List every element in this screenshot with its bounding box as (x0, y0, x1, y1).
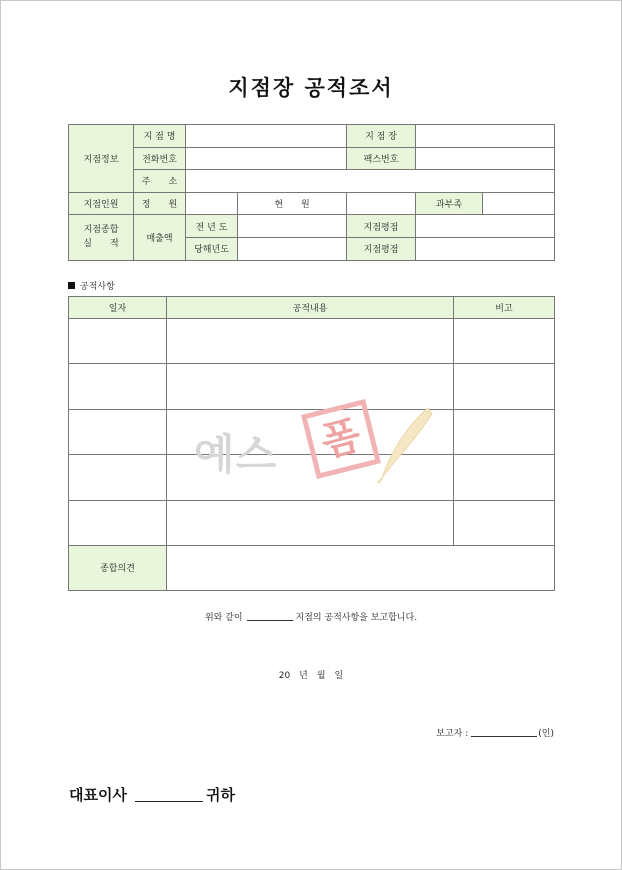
visits-section-label: 공적사항 (80, 282, 115, 292)
note-cell[interactable] (454, 364, 555, 409)
reporter-label: 보고자 : (436, 729, 469, 739)
content-cell[interactable] (167, 319, 454, 364)
staff-label: 지점인원 (69, 192, 134, 215)
note-cell[interactable] (454, 319, 555, 364)
note-cell[interactable] (454, 409, 555, 454)
content-cell[interactable] (167, 364, 454, 409)
overall-opinion-label: 종합의견 (69, 545, 167, 590)
table-row (69, 500, 555, 545)
excess-shortage-label: 과부족 (416, 192, 483, 215)
branch-info-table (68, 124, 555, 261)
address-label: 주 소 (134, 170, 186, 193)
table-row (69, 455, 555, 500)
content-cell[interactable] (167, 455, 454, 500)
branch-manager-label: 지 점 장 (347, 125, 416, 148)
address-value[interactable] (186, 170, 555, 193)
phone-label: 전화번호 (134, 147, 186, 170)
phone-value[interactable] (186, 147, 347, 170)
branch-rating-label-2: 지점평점 (347, 237, 416, 260)
branch-info-label: 지점정보 (69, 125, 134, 193)
statement-suffix: 지점의 공적사항을 보고합니다. (295, 613, 418, 623)
addressee-line (69, 784, 235, 805)
statement-prefix: 위와 같이 (204, 613, 243, 623)
fax-value[interactable] (416, 147, 555, 170)
column-header-note: 비고 (454, 297, 555, 319)
fixed-staff-label: 정 원 (134, 192, 186, 215)
current-staff-value[interactable] (347, 192, 416, 215)
visits-table (68, 296, 555, 591)
current-staff-label: 현 원 (238, 192, 347, 215)
performance-label (69, 215, 134, 260)
date-cell[interactable] (69, 319, 167, 364)
this-year-label: 당해년도 (186, 237, 238, 260)
reporter-name-blank[interactable] (471, 728, 537, 737)
branch-name-blank[interactable] (247, 612, 293, 621)
visits-section-heading (68, 279, 115, 292)
branch-rating-label-1: 지점평점 (347, 215, 416, 238)
statement-line (0, 610, 622, 623)
table-row (69, 319, 555, 364)
watermark-text: 예스 (194, 430, 278, 479)
document-title: 지점장 공적조서 (228, 76, 394, 100)
table-row (69, 409, 555, 454)
square-bullet-icon (68, 282, 75, 289)
date-cell[interactable] (69, 409, 167, 454)
branch-rating-value-1[interactable] (416, 215, 555, 238)
note-cell[interactable] (454, 500, 555, 545)
branch-name-value[interactable] (186, 125, 347, 148)
branch-rating-value-2[interactable] (416, 237, 555, 260)
prev-year-value[interactable] (238, 215, 347, 238)
prev-year-label: 전 년 도 (186, 215, 238, 238)
watermark-stamp: 폼 (301, 399, 381, 479)
reporter-line (436, 726, 554, 739)
branch-manager-value[interactable] (416, 125, 555, 148)
excess-shortage-value[interactable] (483, 192, 555, 215)
addressee-name-blank[interactable] (135, 788, 203, 802)
fixed-staff-value[interactable] (186, 192, 238, 215)
content-cell[interactable] (167, 409, 454, 454)
table-row (69, 364, 555, 409)
date-line: 20 년 월 일 (278, 671, 344, 681)
column-header-content: 공적내용 (167, 297, 454, 319)
date-cell[interactable] (69, 455, 167, 500)
column-header-date: 일자 (69, 297, 167, 319)
addressee-title: 대표이사 (69, 786, 127, 804)
content-cell[interactable] (167, 500, 454, 545)
this-year-value[interactable] (238, 237, 347, 260)
overall-opinion-value[interactable] (167, 545, 555, 590)
note-cell[interactable] (454, 455, 555, 500)
addressee-honorific: 귀하 (205, 786, 235, 804)
branch-name-label: 지 점 명 (134, 125, 186, 148)
performance-label-line2: 실 적 (83, 239, 119, 250)
sales-label: 매출액 (134, 215, 186, 260)
reporter-seal: (인) (538, 729, 554, 739)
performance-label-line1: 지점종합 (83, 225, 119, 236)
fax-label: 팩스번호 (347, 147, 416, 170)
date-cell[interactable] (69, 500, 167, 545)
date-cell[interactable] (69, 364, 167, 409)
